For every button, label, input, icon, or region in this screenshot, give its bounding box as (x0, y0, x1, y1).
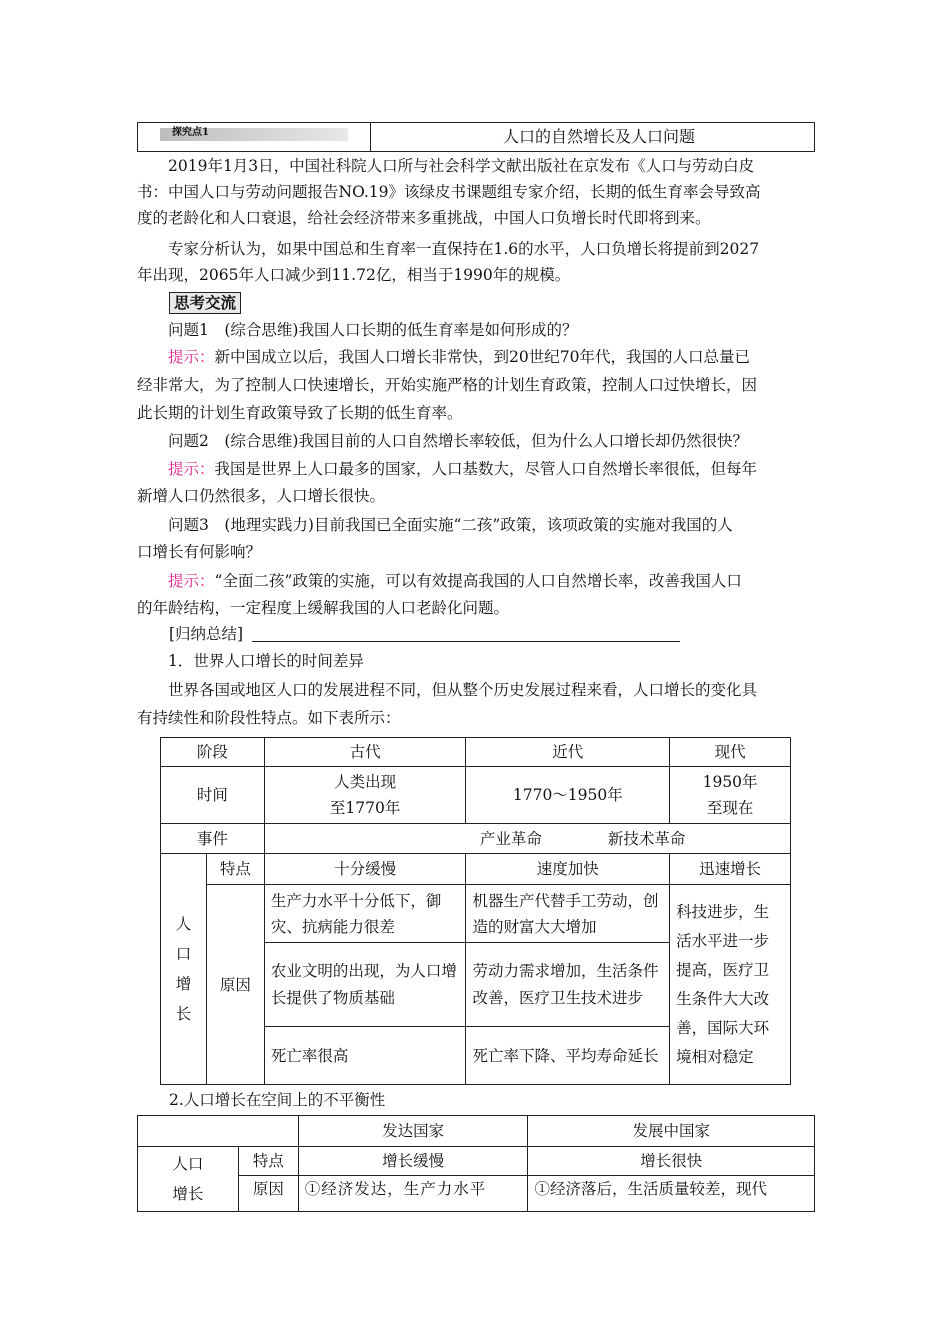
time-difference-table (160, 737, 791, 1085)
event-industrial: 产业革命 (479, 829, 542, 848)
header-divider (370, 123, 371, 151)
answer-text: “全面二孩”政策的实施，可以有效提高我国的人口自然增长率，改善我国人口 (214, 572, 742, 590)
feature-label: 特点 (238, 1147, 298, 1176)
header-developed: 发达国家 (298, 1116, 528, 1147)
time-label: 时间 (161, 767, 265, 824)
section-header (137, 122, 815, 152)
summary-rule (252, 641, 680, 642)
question-1: 问题1 (综合思维)我国人口长期的低生育率是如何形成的？ (168, 321, 578, 339)
answer-line: 此长期的计划生育政策导致了长期的低生育率。 (137, 404, 463, 422)
reason-ancient-3: 死亡率很高 (264, 1027, 466, 1085)
time-contemporary (670, 767, 791, 824)
hint-label: 提示： (168, 460, 215, 478)
feature-modern: 速度加快 (466, 854, 670, 885)
question-3: 问题3 (地理实践力)目前我国已全面实施“二孩”政策，该项政策的实施对我国的人 (168, 516, 733, 534)
reason-modern-1: 机器生产代替手工劳动，创造的财富大大增加 (466, 885, 670, 943)
feature-contemporary: 迅速增长 (670, 854, 791, 885)
event-cell (264, 824, 790, 854)
summary-heading-2: 2.人口增长在空间上的不平衡性 (169, 1091, 386, 1109)
header-modern: 近代 (466, 738, 670, 767)
summary-heading-1: 1．世界人口增长的时间差异 (168, 652, 364, 670)
think-exchange-tag (169, 292, 241, 314)
summary-text: 有持续性和阶段性特点。如下表所示： (137, 709, 401, 727)
intro-line: 书：中国人口与劳动问题报告NO.19》该绿皮书课题组专家介绍，长期的低生育率会导致高 (137, 183, 761, 201)
reason-ancient-1: 生产力水平十分低下，御灾、抗病能力很差 (264, 885, 466, 943)
feature-ancient: 十分缓慢 (264, 854, 466, 885)
question-line: 口增长有何影响？ (137, 543, 262, 561)
summary-text: 世界各国或地区人口的发展进程不同，但从整个历史发展过程来看，人口增长的变化具 (168, 681, 758, 699)
answer-1 (137, 344, 815, 370)
growth-label (161, 854, 207, 1085)
cell-text: 至1770年 (329, 799, 401, 817)
corner-cell (138, 1116, 299, 1147)
section-title: 人口的自然增长及人口问题 (503, 127, 696, 146)
reason-label: 原因 (206, 885, 264, 1085)
cell-text: 1950年 (702, 773, 758, 791)
header-contemporary: 现代 (670, 738, 791, 767)
event-label: 事件 (161, 824, 265, 854)
header-stage: 阶段 (161, 738, 265, 767)
event-new-tech: 新技术革命 (607, 829, 686, 848)
growth-label-2: 增长 (172, 1185, 204, 1203)
growth-label (138, 1147, 239, 1212)
question-2: 问题2 (综合思维)我国目前的人口自然增长率较低，但为什么人口增长却仍然很快？ (168, 432, 748, 450)
feature-developing: 增长很快 (528, 1147, 815, 1176)
answer-text: 我国是世界上人口最多的国家，人口基数大，尽管人口自然增长率很低，但每年 (214, 460, 758, 478)
reason-ancient-2: 农业文明的出现，为人口增长提供了物质基础 (264, 943, 466, 1027)
intro-line: 2019年1月3日，中国社科院人口所与社会科学文献出版社在京发布《人口与劳动白皮 (168, 157, 755, 175)
feature-developed: 增长缓慢 (298, 1147, 528, 1176)
time-ancient (264, 767, 466, 824)
reason-label: 原因 (238, 1176, 298, 1212)
time-modern: 1770～1950年 (466, 767, 670, 824)
answer-2 (137, 456, 815, 482)
intro-line: 专家分析认为，如果中国总和生育率一直保持在1.6的水平，人口负增长将提前到2027 (168, 240, 760, 258)
header-ancient: 古代 (264, 738, 466, 767)
intro-line: 年出现，2065年人口减少到11.72亿，相当于1990年的规模。 (137, 266, 571, 284)
answer-3 (137, 568, 815, 594)
summary-tag: [归纳总结] (169, 625, 244, 643)
reason-contemporary: 科技进步，生活水平进一步提高，医疗卫生条件大大改善，国际大环境相对稳定 (670, 885, 791, 1085)
spatial-difference-table (137, 1115, 815, 1212)
answer-line: 的年龄结构，一定程度上缓解我国的人口老龄化问题。 (137, 599, 510, 617)
hint-label: 提示： (168, 348, 215, 366)
growth-label-1: 人口 (172, 1155, 204, 1173)
cell-text: 至现在 (706, 799, 754, 817)
intro-line: 度的老龄化和人口衰退，给社会经济带来多重挑战，中国人口负增长时代即将到来。 (137, 209, 711, 227)
hint-label: 提示： (168, 572, 215, 590)
cell-text: 人类出现 (334, 773, 397, 791)
section-tag-label: 探究点1 (172, 127, 209, 138)
reason-modern-2: 劳动力需求增加，生活条件改善，医疗卫生技术进步 (466, 943, 670, 1027)
reason-developing: ①经济落后，生活质量较差，现代 (528, 1176, 815, 1212)
answer-text: 新中国成立以后，我国人口增长非常快，到20世纪70年代，我国的人口总量已 (214, 348, 750, 366)
reason-developed: ①经济发达，生产力水平 (298, 1176, 528, 1212)
answer-line: 经非常大，为了控制人口快速增长，开始实施严格的计划生育政策，控制人口过快增长，因 (137, 376, 758, 394)
reason-modern-3: 死亡率下降、平均寿命延长 (466, 1027, 670, 1085)
think-exchange-label: 思考交流 (169, 292, 241, 314)
feature-label: 特点 (206, 854, 264, 885)
growth-label-text: 人口增长 (175, 915, 192, 1023)
header-developing: 发展中国家 (528, 1116, 815, 1147)
answer-line: 新增人口仍然很多，人口增长很快。 (137, 487, 386, 505)
